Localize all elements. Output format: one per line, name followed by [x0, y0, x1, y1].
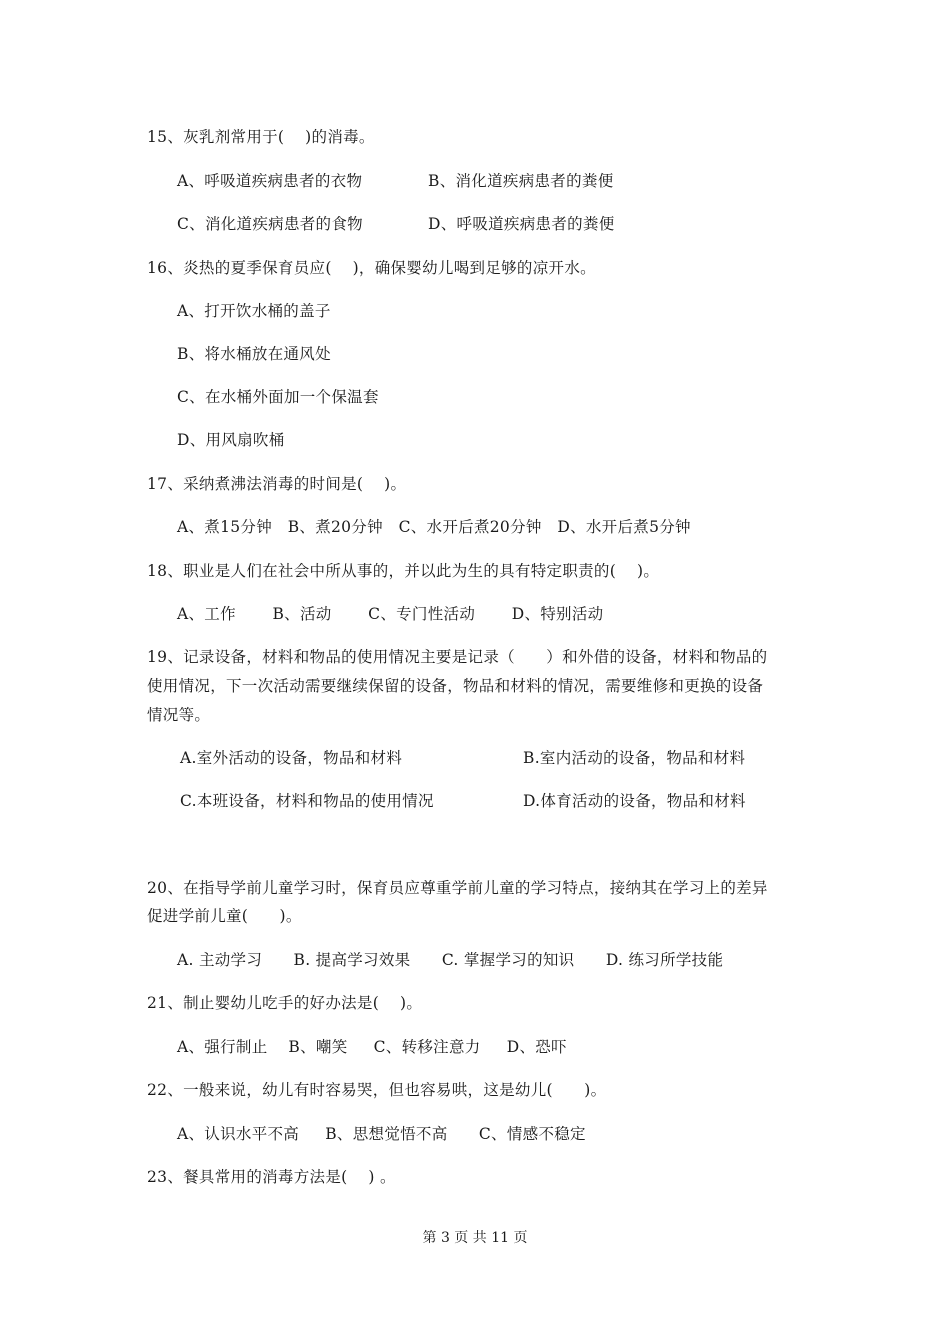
- question-22-stem: 22、一般来说，幼儿有时容易哭，但也容易哄，这是幼儿( )。: [147, 1081, 607, 1099]
- question-19-option-c: C.本班设备，材料和物品的使用情况: [180, 792, 434, 810]
- question-17-stem: 17、采纳煮沸法消毒的时间是( )。: [147, 475, 407, 493]
- page-footer: 第 3 页 共 11 页: [422, 1230, 528, 1246]
- question-23-stem: 23、餐具常用的消毒方法是( ) 。: [147, 1168, 396, 1186]
- question-21-options: A、强行制止 B、嘲笑 C、转移注意力 D、恐吓: [177, 1038, 567, 1056]
- question-20-stem-line-2: 促进学前儿童( )。: [147, 907, 302, 925]
- question-19-option-a: A.室外活动的设备，物品和材料: [180, 749, 403, 767]
- question-17-options: A、煮15分钟 B、煮20分钟 C、水开后煮20分钟 D、水开后煮5分钟: [177, 518, 691, 536]
- question-18-stem: 18、职业是人们在社会中所从事的，并以此为生的具有特定职责的( )。: [147, 562, 660, 580]
- question-19-stem-line-3: 情况等。: [147, 706, 211, 724]
- question-16-option-c: C、在水桶外面加一个保温套: [177, 388, 379, 406]
- question-21-stem: 21、制止婴幼儿吃手的好办法是( )。: [147, 994, 423, 1012]
- question-16-stem: 16、炎热的夏季保育员应( )，确保婴幼儿喝到足够的凉开水。: [147, 259, 596, 277]
- question-16-option-a: A、打开饮水桶的盖子: [177, 302, 331, 320]
- question-19-option-d: D.体育活动的设备，物品和材料: [523, 792, 746, 810]
- question-20-options: A. 主动学习 B. 提高学习效果 C. 掌握学习的知识 D. 练习所学技能: [177, 951, 724, 969]
- question-15-stem: 15、灰乳剂常用于( )的消毒。: [147, 128, 375, 146]
- question-16-option-d: D、用风扇吹桶: [177, 431, 285, 449]
- question-15-option-c: C、消化道疾病患者的食物: [177, 215, 363, 233]
- question-19-stem-line-2: 使用情况，下一次活动需要继续保留的设备，物品和材料的情况，需要维修和更换的设备: [147, 677, 764, 695]
- question-16-option-b: B、将水桶放在通风处: [177, 345, 331, 363]
- question-18-options: A、工作 B、活动 C、专门性活动 D、特别活动: [177, 605, 604, 623]
- question-19-option-b: B.室内活动的设备，物品和材料: [523, 749, 746, 767]
- question-20-stem-line-1: 20、在指导学前儿童学习时，保育员应尊重学前儿童的学习特点，接纳其在学习上的差异: [147, 879, 768, 897]
- question-15-option-a: A、呼吸道疾病患者的衣物: [177, 172, 363, 190]
- question-15-option-b: B、消化道疾病患者的粪便: [428, 172, 614, 190]
- question-22-options: A、认识水平不高 B、思想觉悟不高 C、情感不稳定: [177, 1125, 586, 1143]
- question-19-stem-line-1: 19、记录设备，材料和物品的使用情况主要是记录（ ）和外借的设备，材料和物品的: [147, 648, 768, 666]
- question-15-option-d: D、呼吸道疾病患者的粪便: [428, 215, 615, 233]
